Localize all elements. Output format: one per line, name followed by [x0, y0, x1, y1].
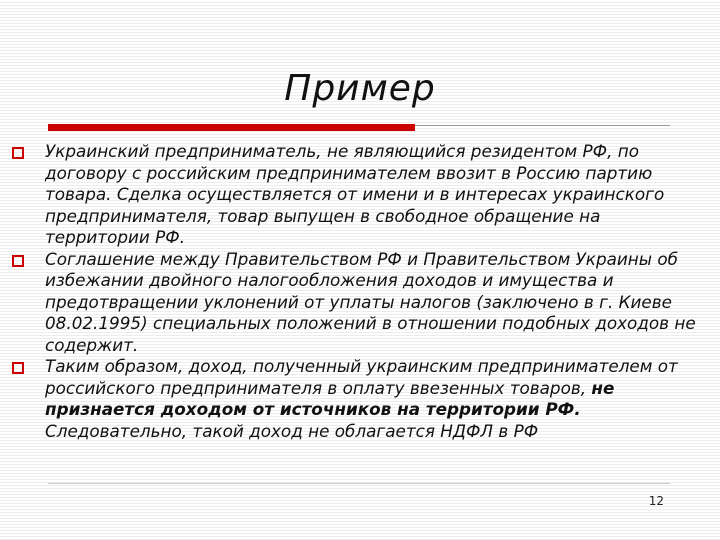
bullet-text: Украинский предприниматель, не являющийся резидентом РФ, по договору с российским предпринимателем ввозит в Россию партию товара. Сделка осуществляется от имени и в интересах украинского предпринимателя, товар выпущен в свободное обращение на территории РФ. — [45, 141, 665, 247]
bullet-text-bold: не признается доходом от источников на территории РФ. — [45, 377, 615, 419]
slide-title: Пример — [284, 68, 436, 109]
bullet-item-3 — [8, 356, 698, 442]
square-bullet-icon — [12, 255, 24, 267]
footer-divider — [48, 483, 670, 484]
bullet-item-1 — [8, 141, 698, 249]
bullet-text-plain-end: Следовательно, такой доход не облагается НДФЛ в РФ — [45, 420, 539, 441]
square-bullet-icon — [12, 147, 24, 159]
square-bullet-icon — [12, 362, 24, 374]
bullet-item-2 — [8, 249, 698, 357]
bullet-text — [45, 356, 698, 442]
page-number: 12 — [648, 494, 664, 508]
bullet-text: Соглашение между Правительством РФ и Правительством Украины об избежании двойного налогообложения доходов и имущества и предотвращении уклонений от уплаты налогов (заключено в г. Киеве 08.02.1995) специальных положений в отношении подобных доходов не содержит. — [45, 248, 696, 355]
title-accent-bar — [48, 124, 415, 131]
bullet-text-plain: Таким образом, доход, полученный украинским предпринимателем от российского предпринимателя в оплату ввезенных товаров, — [45, 356, 678, 398]
bullet-list — [8, 141, 698, 442]
